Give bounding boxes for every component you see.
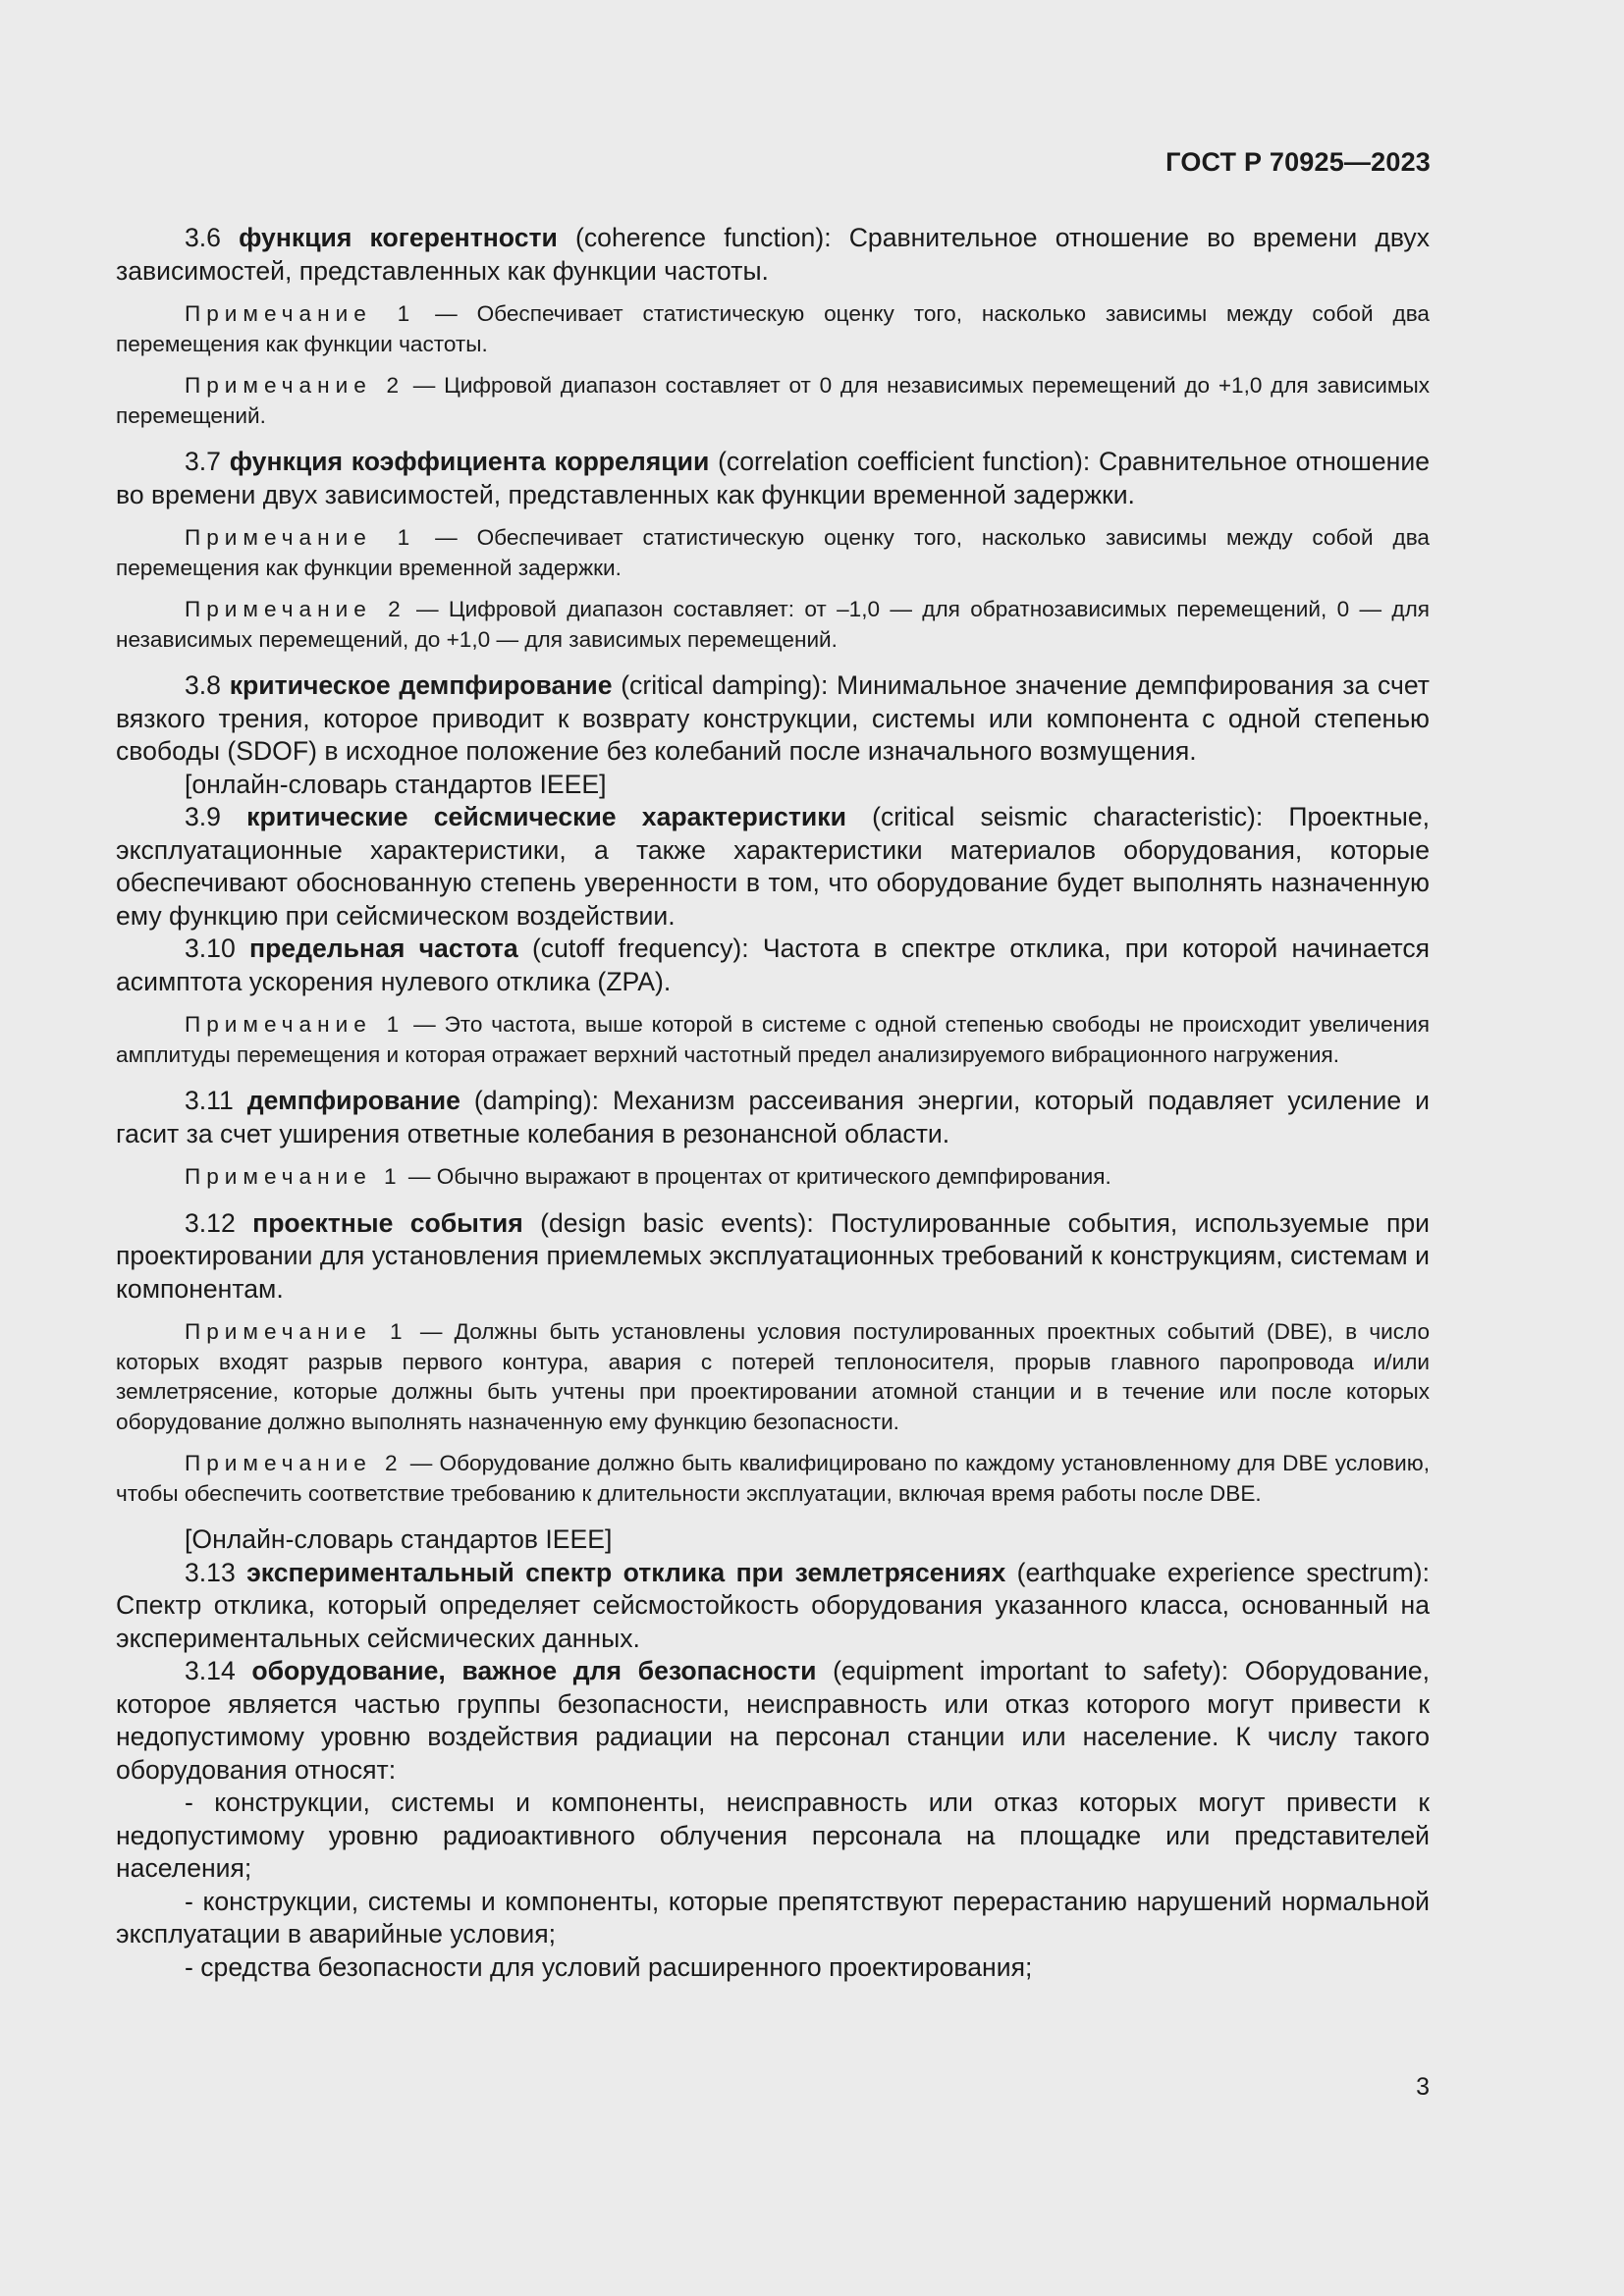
term-definition: (damping): Механизм рассеивания энергии, который подавляет усиление и гасит за счет уширения ответные колебания в резонансной области. <box>116 1086 1431 1148</box>
term-3-14 <box>116 1655 1430 1787</box>
term-definition: (critical damping): Минимальное значение демпфирования за счет вязкого трения, которое приводит к возврату конструкции, системы или компонента с одной степенью свободы (SDOF) в исходное положение без колебаний после изначального возмущения. <box>116 670 1430 766</box>
term-3-12 <box>116 1207 1430 1307</box>
term-number: 3.12 <box>185 1207 236 1238</box>
term-title: оборудование, важное для безопасности <box>251 1656 817 1685</box>
term-title: экспериментальный спектр отклика при землетрясениях <box>246 1557 1006 1587</box>
note-3-12-2 <box>116 1449 1430 1509</box>
term-number: 3.6 <box>185 223 221 252</box>
note-label: Примечание 2 <box>185 373 406 398</box>
term-3-7 <box>116 446 1430 511</box>
term-3-6 <box>116 222 1430 288</box>
note-3-12-1 <box>116 1317 1430 1437</box>
source-3-12: [Онлайн-словарь стандартов IEEE] <box>185 1524 613 1554</box>
page-header: ГОСТ Р 70925—2023 <box>1165 147 1431 177</box>
term-3-13 <box>116 1557 1430 1656</box>
term-title: функция коэффициента корреляции <box>229 447 710 476</box>
note-3-7-1 <box>116 523 1430 583</box>
term-3-8 <box>116 669 1430 769</box>
note-label: Примечание 2 <box>185 597 406 621</box>
term-3-10 <box>116 933 1430 998</box>
note-label: Примечание 1 <box>185 1319 408 1344</box>
note-3-6-1 <box>116 299 1430 359</box>
note-3-10-1 <box>116 1010 1430 1070</box>
note-label: Примечание 1 <box>185 301 416 326</box>
note-3-11-1 <box>116 1162 1430 1193</box>
term-title: критическое демпфирование <box>229 670 613 700</box>
term-definition: (correlation coefficient function): Сравнительное отношение во времени двух зависимостей, представленных как функции временной задержки. <box>116 447 1430 509</box>
term-title: функция когерентности <box>239 223 558 252</box>
term-definition: (earthquake experience spectrum): Спектр отклика, который определяет сейсмостойкость оборудования указанного класса, основанный на экспериментальных сейсмических данных. <box>116 1557 1430 1653</box>
term-definition: (design basic events): Постулированные события, используемые при проектировании для установления приемлемых эксплуатационных требований к конструкциям, системам и компонентам. <box>116 1207 1430 1304</box>
list-item: - средства безопасности для условий расширенного проектирования; <box>185 1951 1033 1982</box>
note-label: Примечание 2 <box>185 1451 404 1475</box>
source-3-8: [онлайн-словарь стандартов IEEE] <box>185 769 607 799</box>
note-3-6-2 <box>116 371 1430 431</box>
document-body <box>116 222 1430 1984</box>
term-number: 3.9 <box>185 802 221 831</box>
term-number: 3.14 <box>185 1656 236 1685</box>
note-text: — Должны быть установлены условия постулированных проектных событий (DBE), в число которых входят разрыв первого контура, авария с потерей теплоносителя, прорыв главного паропровода и/или землетрясение, которые должны быть учтены при проектировании атомной станции и в течение или после которых оборудование должно выполнять назначенную ему функцию безопасности. <box>116 1319 1431 1434</box>
term-title: проектные события <box>252 1207 523 1238</box>
note-label: Примечание 1 <box>185 525 416 550</box>
term-definition: (critical seismic characteristic): Проектные, эксплуатационные характеристики, а также характеристики материалов оборудования, которые обеспечивают обоснованную степень уверенности в том, что оборудование будет выполнять назначенную ему функцию при сейсмическом воздействии. <box>116 802 1430 931</box>
term-title: критические сейсмические характеристики <box>246 802 846 831</box>
note-label: Примечание 1 <box>185 1012 406 1037</box>
list-item: - конструкции, системы и компоненты, неисправность или отказ которых могут привести к недопустимому уровню радиоактивного облучения персонала на площадке или представителей населения; <box>116 1788 1430 1883</box>
page-number: 3 <box>1416 2073 1430 2101</box>
term-number: 3.13 <box>185 1557 236 1587</box>
note-text: — Цифровой диапазон составляет: от –1,0 — для обратнозависимых перемещений, 0 — для независимых перемещений, до +1,0 — для зависимых перемещений. <box>116 597 1431 652</box>
note-text: — Цифровой диапазон составляет от 0 для независимых перемещений до +1,0 для зависимых перемещений. <box>116 373 1430 428</box>
list-item: - конструкции, системы и компоненты, которые препятствуют перерастанию нарушений нормальной эксплуатации в аварийные условия; <box>116 1886 1430 1949</box>
term-definition: (cutoff frequency): Частота в спектре отклика, при которой начинается асимптота ускорения нулевого отклика (ZPA). <box>116 934 1431 996</box>
note-text: — Обеспечивает статистическую оценку того, насколько зависимы между собой два перемещения как функции частоты. <box>116 301 1431 356</box>
note-text: — Обеспечивает статистическую оценку того, насколько зависимы между собой два перемещения как функции временной задержки. <box>116 525 1431 580</box>
term-3-9 <box>116 801 1430 933</box>
term-number: 3.8 <box>185 670 221 700</box>
note-text: — Это частота, выше которой в системе с одной степенью свободы не происходит увеличения амплитуды перемещения и которая отражает верхний частотный предел анализируемого вибрационного нагружения. <box>116 1012 1431 1067</box>
term-definition: (equipment important to safety): Оборудование, которое является частью группы безопасности, неисправность или отказ которого могут привести к недопустимому уровню воздействия радиации на персонал станции или население. К числу такого оборудования относят: <box>116 1656 1431 1785</box>
term-definition: (coherence function): Сравнительное отношение во времени двух зависимостей, представленных как функции частоты. <box>116 223 1431 286</box>
term-title: демпфирование <box>246 1086 460 1115</box>
note-label: Примечание 1 <box>185 1164 403 1189</box>
term-3-11 <box>116 1085 1430 1150</box>
note-text: — Оборудование должно быть квалифицировано по каждому установленному для DBE условию, чтобы обеспечить соответствие требованию к длительности эксплуатации, включая время работы после DBE. <box>116 1451 1430 1506</box>
term-number: 3.7 <box>185 447 221 476</box>
term-title: предельная частота <box>249 934 518 963</box>
term-number: 3.10 <box>185 934 236 963</box>
term-number: 3.11 <box>185 1086 234 1115</box>
note-text: — Обычно выражают в процентах от критического демпфирования. <box>407 1164 1111 1189</box>
note-3-7-2 <box>116 595 1430 655</box>
